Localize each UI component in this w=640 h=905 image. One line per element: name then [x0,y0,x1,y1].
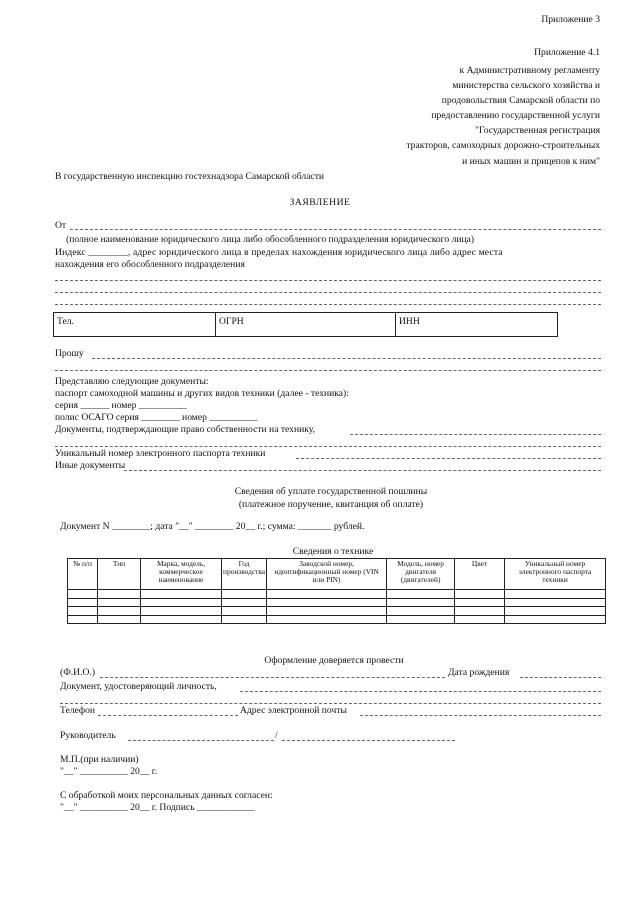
from-field[interactable] [70,229,601,230]
ownership-docs-field[interactable] [350,434,601,435]
head-name-field[interactable] [282,740,455,741]
ownership-docs-label: Документы, подтверждающие право собственности на технику, [55,424,315,435]
contacts-table [53,312,558,337]
consent-date-signature[interactable]: "__" __________ 20__ г. Подпись ____________ [60,802,255,813]
col-brand: Марка, модель, коммерческое наименование [141,559,222,590]
request-field-2[interactable] [55,370,601,371]
address-field-3[interactable] [55,304,601,305]
other-docs-label: Иные документы [55,460,126,471]
stamp-label: М.П.(при наличии) [60,754,139,765]
documents-intro: Представляю следующие документы: [55,376,209,387]
other-docs-field[interactable] [124,470,601,471]
id-document-field[interactable] [240,691,601,692]
col-engine: Модель, номер двигателя (двигателей) [387,559,455,590]
col-number: № п/п [68,559,98,590]
duty-subtitle: (платежное поручение, квитанция об оплате) [238,499,424,510]
id-document-label: Документ, удостоверяющий личность, [60,681,217,692]
slash-separator: / [275,730,278,741]
request-label: Прошу [55,348,84,359]
table-row[interactable] [68,590,606,599]
trust-title: Оформление доверяется провести [264,655,404,666]
col-color: Цвет [455,559,505,590]
addressee: В государственную инспекцию гостехнадзора Самарской области [55,171,325,182]
duty-title: Сведения об уплате государственной пошлины [234,486,428,497]
from-hint: (полное наименование юридического лица либо обособленного подразделения юридического лица) [66,234,475,245]
email-field[interactable] [360,715,601,716]
ogrn-cell[interactable]: ОГРН [216,313,396,337]
head-signature-field[interactable] [128,740,274,741]
appendix-4-1-label: Приложение 4.1 [534,47,600,58]
col-epassport: Уникальный номер электронного паспорта техники [505,559,606,590]
passport-series-number[interactable]: серия ______ номер __________ [55,400,187,411]
osago-series-number[interactable]: полис ОСАГО серия ________ номер __________ [55,412,258,423]
tech-table [67,558,606,624]
address-field-2[interactable] [55,292,601,293]
phone-label: Телефон [60,705,96,716]
email-label: Адрес электронной почты [240,705,347,716]
id-document-field-2[interactable] [60,703,601,704]
col-year: Год производства [222,559,267,590]
address-field-1[interactable] [55,280,601,281]
col-vin: Заводской номер, идентификационный номер (VIN или PIN) [267,559,387,590]
dob-label: Дата рождения [448,667,510,678]
from-label: От [55,220,67,231]
passport-line: паспорт самоходной машины и других видов техники (далее - техника): [55,388,349,399]
table-row[interactable] [68,598,606,607]
fio-field[interactable] [100,677,445,678]
ownership-docs-field-2[interactable] [55,446,601,447]
phone-cell[interactable]: Тел. [54,313,216,337]
epassport-label: Уникальный номер электронного паспорта техники [55,448,266,459]
fio-label: (Ф.И.О.) [60,667,96,678]
tech-title: Сведения о технике [292,546,374,557]
table-row[interactable] [68,607,606,616]
index-address-line-2: нахождения его обособленного подразделения [55,259,245,270]
table-row[interactable] [68,615,606,624]
duty-document-line[interactable]: Документ N ________; дата "__" ________ 20__ г.; сумма: _______ рублей. [60,521,365,532]
dob-field[interactable] [520,677,601,678]
inn-cell[interactable]: ИНН [396,313,558,337]
request-field[interactable] [92,358,601,359]
col-type: Тип [98,559,141,590]
regulation-reference: к Административному регламенту министерства сельского хозяйства и продовольствия Самарской области по предоставлению государственной услуги "Государственная регистрация тракторов, самоходных дорожно-строительных и иных машин и прицепов к ним" [406,65,600,167]
consent-label: С обработкой моих персональных данных согласен: [60,790,273,801]
head-label: Руководитель [60,730,116,741]
stamp-date[interactable]: "__" __________ 20__ г. [60,766,158,777]
index-address-line: Индекс ________, адрес юридического лица в пределах нахождения юридического лица либо адрес места [55,247,503,258]
page-title: ЗАЯВЛЕНИЕ [289,197,351,208]
appendix-3-label: Приложение 3 [541,14,600,25]
phone-field[interactable] [98,715,238,716]
epassport-field[interactable] [296,458,601,459]
